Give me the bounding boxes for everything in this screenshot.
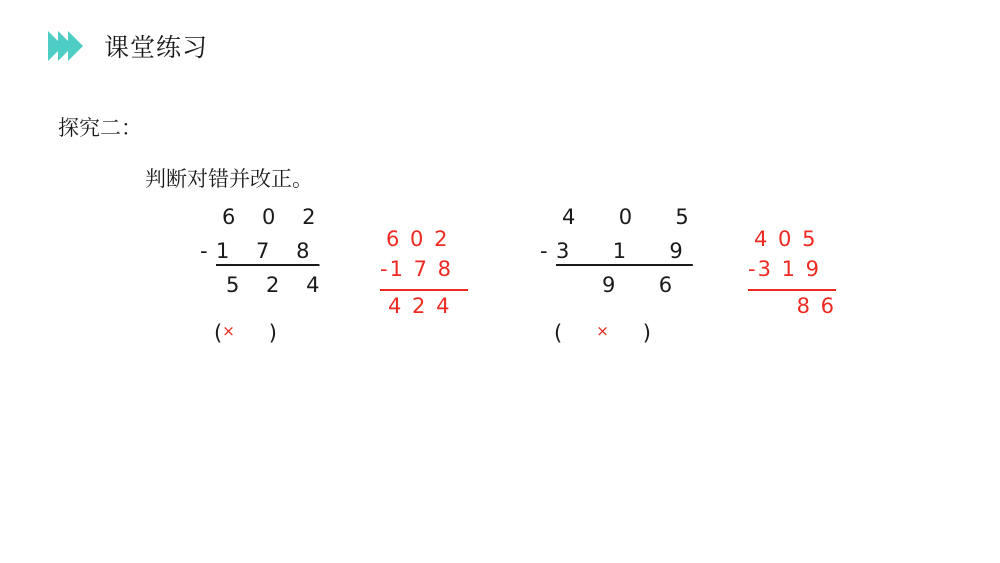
minuend-value: 4 0 5 (562, 205, 699, 229)
correction-minuend: 4 0 5 (754, 227, 818, 251)
problem-block-2 (540, 205, 699, 345)
correction-result: 4 2 4 (388, 294, 452, 318)
judgement-mark: × (596, 322, 609, 340)
slide-header (48, 28, 208, 64)
problem-block-1 (200, 205, 329, 345)
student-answer-value: 9 6 (602, 273, 683, 297)
correction-subtrahend: -3 1 9 (748, 257, 822, 281)
subtrahend-value: 3 1 9 (556, 239, 693, 263)
explore-label: 探究二： (58, 116, 142, 140)
correction-subtrahend: -1 7 8 (380, 257, 454, 281)
student-answer-value: 5 2 4 (226, 273, 330, 297)
paren-close: ) (268, 321, 277, 345)
correction-block-1 (380, 227, 476, 324)
operator-symbol: - (540, 239, 548, 263)
correction-result: 8 6 (796, 294, 836, 318)
answer-row (200, 273, 329, 307)
subtrahend-row (540, 239, 699, 273)
paren-close: ) (642, 321, 651, 345)
instruction-text: 判断对错并改正。 (145, 167, 313, 191)
minuend-value: 6 0 2 (222, 205, 326, 229)
correction-rule-line (380, 289, 468, 291)
paren-open: ( (554, 321, 563, 345)
minuend-row (540, 205, 699, 239)
correction-rule-line (748, 289, 836, 291)
minuend-row (200, 205, 329, 239)
subtrahend-row (200, 239, 329, 273)
answer-row (540, 273, 699, 307)
judgement-mark: × (222, 322, 235, 340)
operator-symbol: - (200, 239, 208, 263)
page-title: 课堂练习 (104, 33, 209, 62)
paren-open: ( (214, 321, 223, 345)
judgement-row (540, 321, 699, 345)
double-chevron-right-icon (48, 31, 78, 61)
subtrahend-value: 1 7 8 (216, 239, 320, 263)
judgement-row (200, 321, 329, 345)
correction-block-2 (748, 227, 836, 324)
correction-minuend: 6 0 2 (386, 227, 450, 251)
